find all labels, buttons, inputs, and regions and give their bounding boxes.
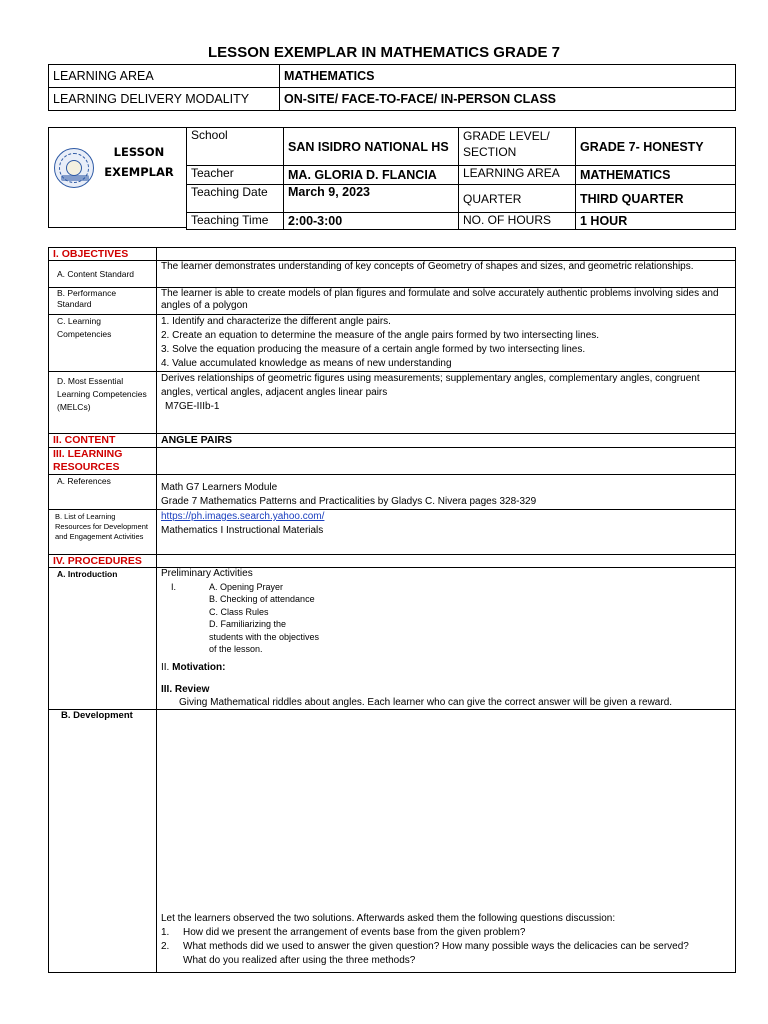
table-row [49,555,736,568]
references-cell [157,475,736,510]
teaching-time-value: 2:00-3:00 [284,213,459,230]
hours-value: 1 HOUR [576,213,736,230]
table-row [49,448,736,475]
list-item: A. Opening Prayer [209,581,284,592]
learning-area-label-2: LEARNING AREA [459,166,576,185]
development-cell [157,710,736,973]
lesson-plan-table [48,247,736,973]
learning-area-label: LEARNING AREA [49,65,280,88]
content-standard-label: A. Content Standard [49,261,157,288]
list-item: C. Class Rules [209,606,269,617]
grade-value: GRADE 7- HONESTY [576,128,736,166]
table-row [49,710,736,973]
document-title: LESSON EXEMPLAR IN MATHEMATICS GRADE 7 [208,44,560,61]
teaching-date-value: March 9, 2023 [284,185,459,213]
table-row [187,185,736,213]
table-row [49,288,736,315]
school-value: SAN ISIDRO NATIONAL HS [284,128,459,166]
introduction-label: A. Introduction [49,568,157,710]
review-text: Giving Mathematical riddles about angles. Each learner who can give the correct answer will be given a reward. [179,696,673,708]
learning-area-value: MATHEMATICS [280,65,736,88]
learning-competencies-label: C. Learning Competencies [49,315,157,372]
melcs-text: Derives relationships of geometric figures using measurements; supplementary angles, complementary angles, congruent angles, vertical angles, adjacent angles linear pairs [161,373,700,398]
content-heading: II. CONTENT [49,434,157,448]
list-item: What do you realized after using the three methods? [183,955,416,966]
teacher-value: MA. GLORIA D. FLANCIA [284,166,459,185]
table-row [49,372,736,434]
content-standard-text: The learner demonstrates understanding of key concepts of Geometry of shapes and sizes, and geometric relationships. [157,261,736,288]
melcs-cell [157,372,736,434]
table-row [187,166,736,185]
quarter-value: THIRD QUARTER [576,185,736,213]
prelim-heading: Preliminary Activities [161,568,253,579]
school-label: School [187,128,284,166]
development-text: Let the learners observed the two solutions. Afterwards asked them the following questions discussion: [161,913,616,924]
list-item: 2. Create an equation to determine the measure of the angle pairs formed by two intersecting lines. [161,330,600,341]
performance-standard-text: The learner is able to create models of plan figures and formulate and solve accurately authentic problems involving sides and angles of a polygon [157,288,736,315]
list-item: Math G7 Learners Module [161,482,278,493]
introduction-cell [157,568,736,710]
list-item: of the lesson. [209,644,263,654]
logo-block [48,127,186,228]
table-row [49,510,736,555]
procedures-heading: IV. PROCEDURES [49,555,157,568]
table-row [49,248,736,261]
list-item: 4. Value accumulated knowledge as means of new understanding [161,358,452,369]
table-row [49,65,736,88]
teaching-date-label: Teaching Date [187,185,284,213]
table-row [49,261,736,288]
teaching-time-label: Teaching Time [187,213,284,230]
performance-standard-label: B. Performance Standard [49,288,157,315]
hours-label: NO. OF HOURS [459,213,576,230]
resources-list-cell [157,510,736,555]
list-item: 3. Solve the equation producing the measure of a certain angle formed by two intersecting lines. [161,344,586,355]
resources-heading: III. LEARNING RESOURCES [49,448,157,475]
content-value: ANGLE PAIRS [157,434,736,448]
table-row [187,128,736,166]
melcs-label: D. Most Essential Learning Competencies (MELCs) [49,372,157,434]
table-row [49,315,736,372]
list-item: 1. How did we present the arrangement of events base from the given problem? [161,927,526,938]
grade-label: GRADE LEVEL/ SECTION [459,128,576,166]
motivation-line: II. Motivation: [161,661,226,673]
list-item: 2. What methods did we used to answer the given question? How many possible ways the delicacies can be served? [161,941,689,952]
melcs-code: M7GE-IIIb-1 [165,401,220,412]
table-row [49,88,736,111]
list-item: Mathematics I Instructional Materials [161,525,324,536]
school-seal-icon [54,148,94,188]
table-row [49,434,736,448]
references-label: A. References [49,475,157,510]
objectives-heading: I. OBJECTIVES [49,248,157,261]
class-info-table [186,127,736,230]
motivation-heading: Motivation: [172,661,226,673]
list-item: students with the objectives [209,631,320,642]
table-row [187,213,736,230]
list-item: Grade 7 Mathematics Patterns and Practicalities by Gladys C. Nivera pages 328-329 [161,496,537,507]
prelim-list [161,581,731,656]
prelim-numeral: I. [171,581,177,592]
development-label: B. Development [49,710,157,973]
learning-area-value-2: MATHEMATICS [576,166,736,185]
resource-link[interactable]: https://ph.images.search.yahoo.com/ [161,511,325,522]
quarter-label: QUARTER [459,185,576,213]
logo-text: LESSON EXEMPLAR [104,145,174,179]
table-row [49,568,736,710]
modality-value: ON-SITE/ FACE-TO-FACE/ IN-PERSON CLASS [280,88,736,111]
learning-area-table [48,64,736,111]
resources-list-label: B. List of Learning Resources for Development and Engagement Activities [49,510,157,555]
learning-competencies-list [157,315,736,372]
list-item: D. Familiarizing the [209,619,287,629]
review-heading: III. Review [161,684,210,695]
teacher-label: Teacher [187,166,284,185]
modality-label: LEARNING DELIVERY MODALITY [49,88,280,111]
list-item: 1. Identify and characterize the different angle pairs. [161,316,391,327]
list-item: B. Checking of attendance [209,594,315,604]
table-row [49,475,736,510]
